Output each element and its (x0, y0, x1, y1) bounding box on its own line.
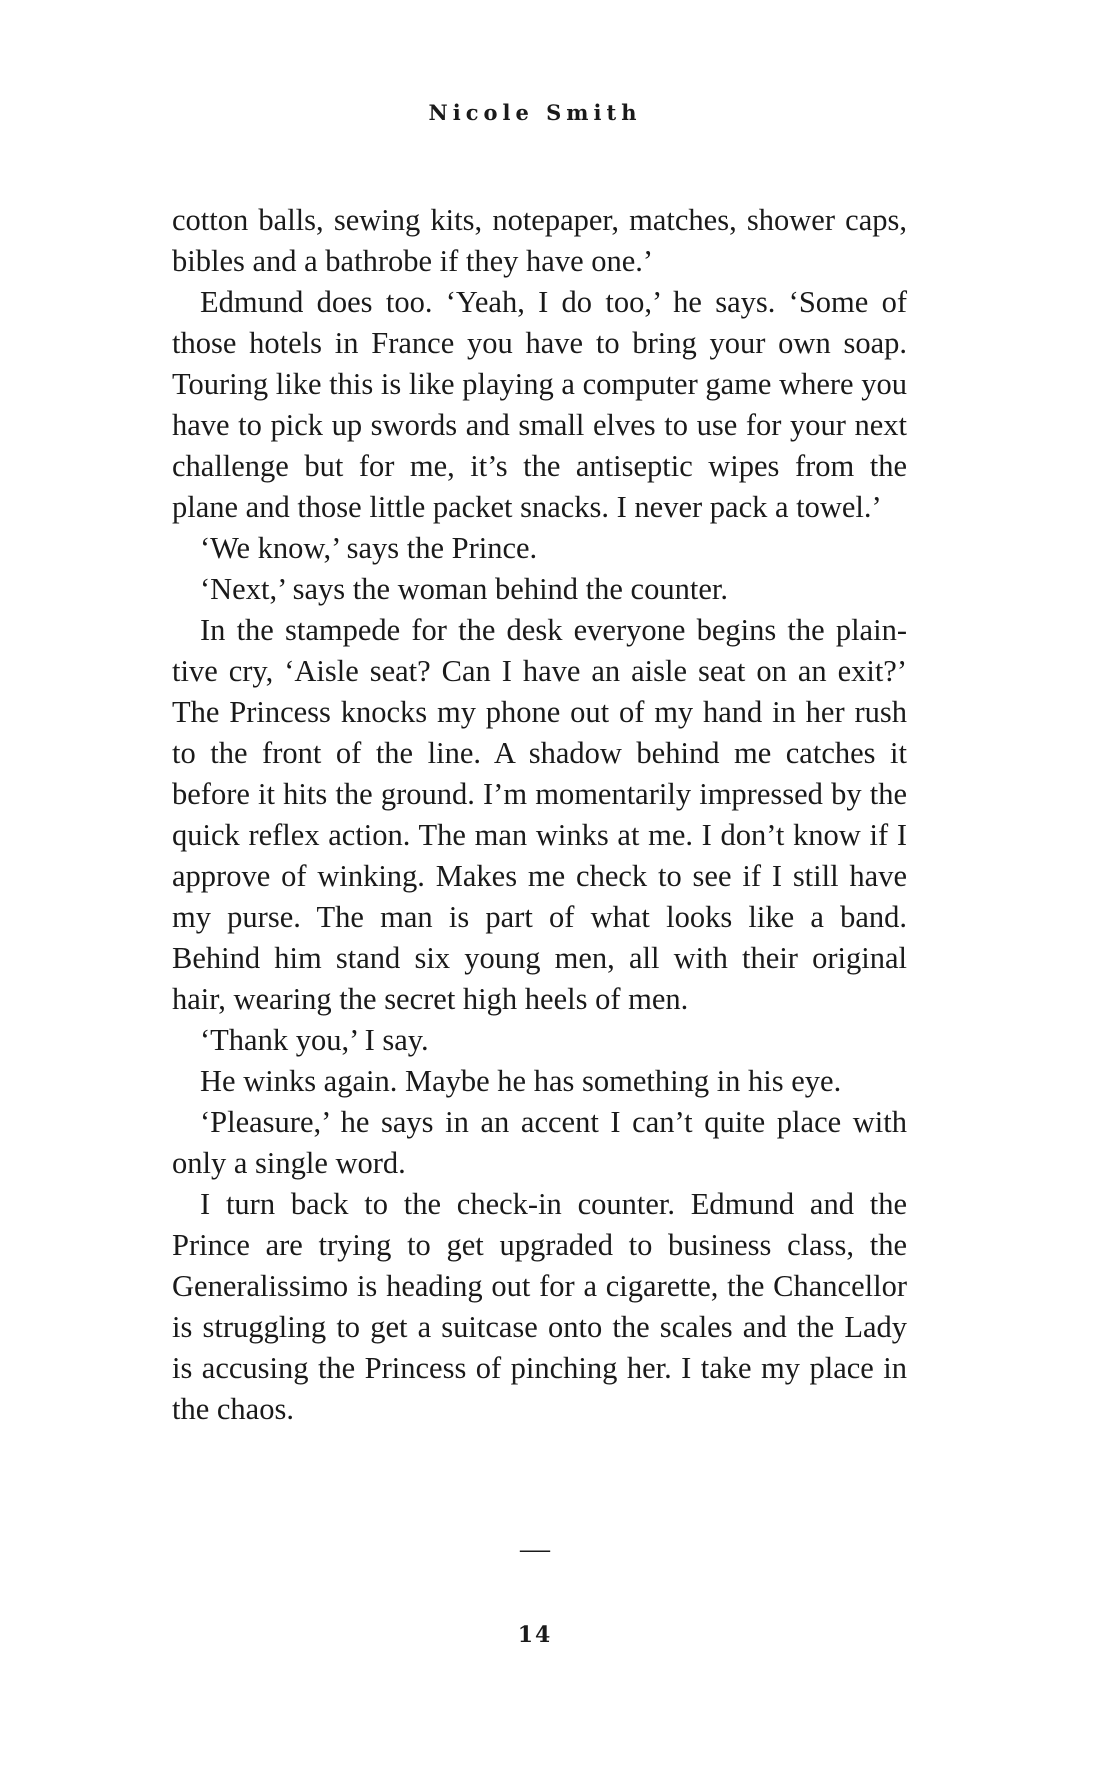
running-head: Nicole Smith (428, 100, 642, 125)
paragraph: In the stampede for the desk everyone begins the plaintive cry, ‘Aisle seat? Can I have an aisle seat on an exit?’ The Princess knocks my phone out of my hand in her rush to the front of the line. A shadow behind me catches it before it hits the ground. I’m momentarily impressed by the quick reflex action. The man winks at me. I don’t know if I approve of winking. Makes me check to see if I still have my purse. The man is part of what looks like a band. Behind him stand six young men, all with their original hair, wearing the secret high heels of men. (172, 613, 907, 1016)
paragraph: ‘Thank you,’ I say. (200, 1023, 429, 1057)
paragraph: I turn back to the check-in counter. Edmund and the Prince are trying to get upgraded to business class, the Generalissimo is heading out for a cigarette, the Chancellor is struggling to get a suitcase onto the scales and the Lady is accusing the Princess of pinching her. I take my place in the chaos. (172, 1187, 907, 1426)
body-text (172, 200, 907, 1430)
paragraph: ‘Next,’ says the woman behind the counter. (200, 572, 728, 606)
paragraph: He winks again. Maybe he has something in his eye. (200, 1064, 842, 1098)
paragraph: ‘Pleasure,’ he says in an accent I can’t quite place with only a single word. (172, 1105, 907, 1180)
page-number: 14 (517, 1622, 553, 1648)
paragraph: Edmund does too. ‘Yeah, I do too,’ he says. ‘Some of those hotels in France you have to bring your own soap. Touring like this is like playing a computer game where you have to pick up swords and small elves to use for your next challenge but for me, it’s the antiseptic wipes from the plane and those little packet snacks. I never pack a towel.’ (172, 285, 907, 524)
paragraph: cotton balls, sewing kits, notepaper, matches, shower caps, bibles and a bathrobe if they have one.’ (172, 203, 907, 278)
paragraph: ‘We know,’ says the Prince. (200, 531, 538, 565)
section-break: — (520, 1532, 550, 1565)
